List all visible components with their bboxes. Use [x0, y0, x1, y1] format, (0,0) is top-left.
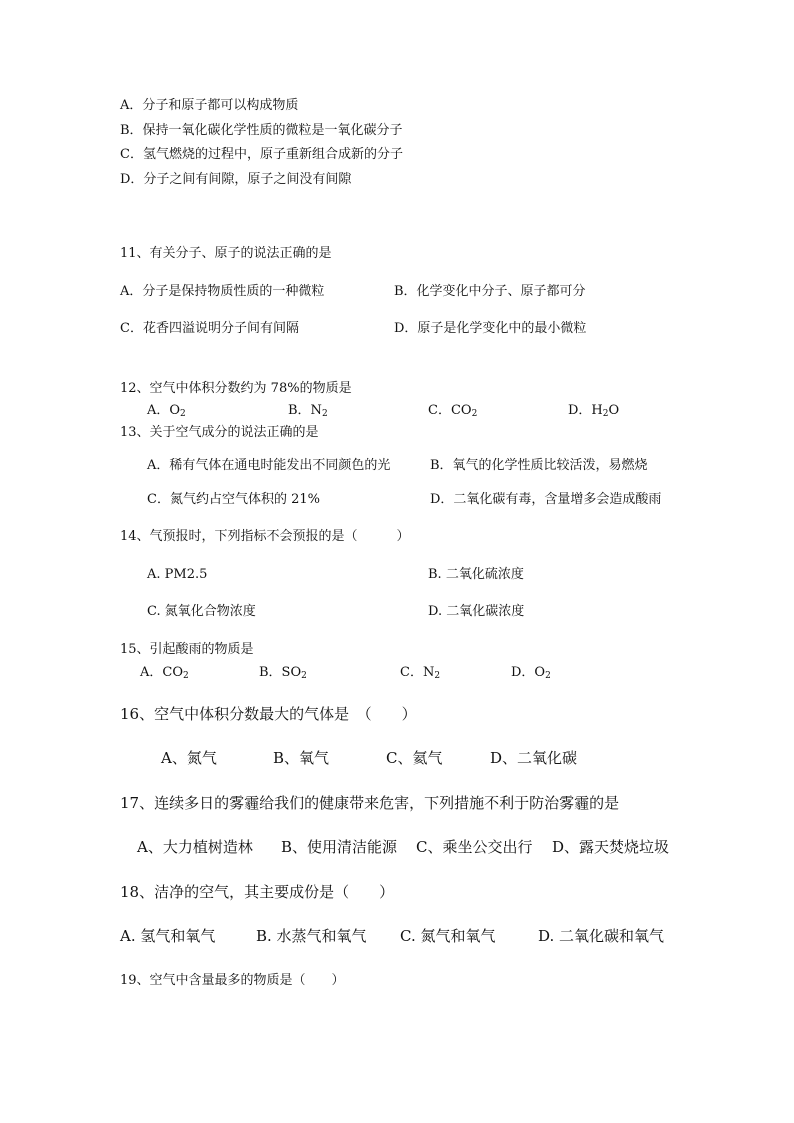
q15-option-b: B．$SO_2$ — [259, 665, 307, 681]
q11-stem: 11、有关分子、原子的说法正确的是 — [120, 246, 332, 261]
q14-option-b: B. 二氧化硫浓度 — [428, 567, 524, 582]
q14-stem: 14、气预报时，下列指标不会预报的是（ ） — [120, 529, 410, 544]
q11-option-b: B．化学变化中分子、原子都可分 — [394, 284, 586, 299]
q18-option-d: D. 二氧化碳和氧气 — [538, 927, 665, 945]
q12-option-d: D．$H_2O$ — [568, 403, 620, 419]
q16-option-b: B、氧气 — [273, 749, 330, 767]
q10-option-a: A．分子和原子都可以构成物质 — [120, 98, 299, 113]
q16-option-c: C、氦气 — [386, 749, 443, 767]
q10-option-c: C．氢气燃烧的过程中，原子重新组合成新的分子 — [120, 147, 403, 162]
q17-option-d: D、露天焚烧垃圾 — [552, 838, 670, 856]
q14-option-d: D. 二氧化碳浓度 — [428, 604, 525, 619]
q11-option-c: C．花香四溢说明分子间有间隔 — [120, 321, 299, 336]
q15-option-c: C．$N_2$ — [400, 665, 441, 681]
q13-option-c: C．氮气约占空气体积的 21% — [147, 492, 320, 507]
q17-option-a: A、大力植树造林 — [137, 838, 253, 856]
q13-option-a: A．稀有气体在通电时能发出不同颜色的光 — [147, 458, 391, 473]
q13-option-d: D．二氧化碳有毒，含量增多会造成酸雨 — [430, 492, 662, 507]
q11-option-a: A．分子是保持物质性质的一种微粒 — [120, 284, 325, 299]
q18-option-c: C. 氮气和氧气 — [400, 927, 496, 945]
q15-option-d: D．$O_2$ — [511, 665, 551, 681]
q17-option-c: C、乘坐公交出行 — [416, 838, 533, 856]
q14-option-a: A. PM2.5 — [147, 567, 208, 582]
q11-option-d: D．原子是化学变化中的最小微粒 — [394, 321, 587, 336]
q19-stem: 19、空气中含量最多的物质是（ ） — [120, 973, 345, 988]
q18-option-b: B. 水蒸气和氧气 — [256, 927, 367, 945]
q17-stem: 17、连续多日的雾霾给我们的健康带来危害，下列措施不利于防治雾霾的是 — [120, 794, 620, 812]
q12-option-a: A．$O_2$ — [147, 403, 186, 419]
q16-stem: 16、空气中体积分数最大的气体是 （ ） — [120, 705, 417, 723]
q12-option-b: B．$N_2$ — [288, 403, 328, 419]
q18-option-a: A. 氢气和氧气 — [120, 927, 216, 945]
q12-option-c: C．$CO_2$ — [428, 403, 478, 419]
q14-option-c: C. 氮氧化合物浓度 — [147, 604, 256, 619]
q18-stem: 18、洁净的空气，其主要成份是（ ） — [120, 883, 395, 901]
q10-option-d: D．分子之间有间隙，原子之间没有间隙 — [120, 172, 352, 187]
q15-option-a: A．$CO_2$ — [140, 665, 189, 681]
q15-stem: 15、引起酸雨的物质是 — [120, 642, 254, 657]
q16-option-d: D、二氧化碳 — [490, 749, 578, 767]
q16-option-a: A、氮气 — [161, 749, 217, 767]
q10-option-b: B．保持一氧化碳化学性质的微粒是一氧化碳分子 — [120, 123, 403, 138]
q17-option-b: B、使用清洁能源 — [281, 838, 398, 856]
q13-option-b: B．氧气的化学性质比较活泼，易燃烧 — [430, 458, 648, 473]
q13-stem: 13、关于空气成分的说法正确的是 — [120, 425, 319, 440]
q12-stem: 12、空气中体积分数约为 78%的物质是 — [120, 381, 352, 396]
